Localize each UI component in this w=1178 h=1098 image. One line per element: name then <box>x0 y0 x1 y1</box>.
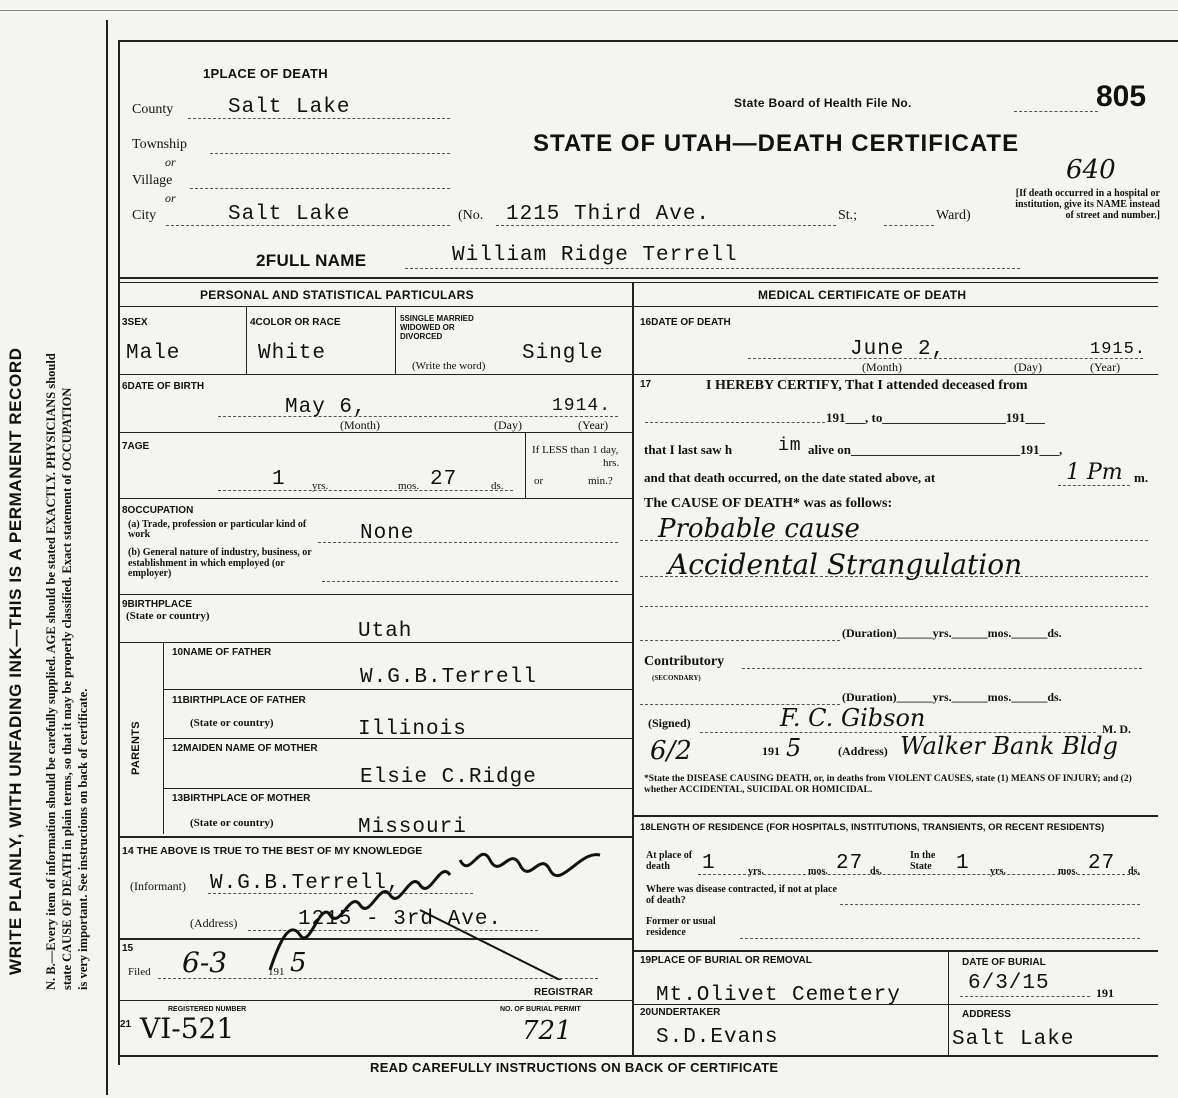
physician-signature: F. C. Gibson <box>780 704 926 732</box>
place-of-death-label: 1PLACE OF DEATH <box>203 66 328 81</box>
min-label: min.? <box>588 475 613 487</box>
color-value: White <box>258 342 327 365</box>
physician-address-value: Walker Bank Bldg <box>900 732 1119 760</box>
full-name-value: William Ridge Terrell <box>452 244 738 267</box>
registrar-signature <box>260 840 620 980</box>
signed-label: (Signed) <box>648 716 691 730</box>
burial-permit-label: NO. OF BURIAL PERMIT <box>500 1006 581 1013</box>
less-than-day: If LESS than 1 day, <box>532 444 619 456</box>
dob-day-caption: (Day) <box>494 418 522 432</box>
filed-year-hand: 5 <box>290 948 307 978</box>
place-days-value: 27 <box>836 852 864 875</box>
personal-section-title: PERSONAL AND STATISTICAL PARTICULARS <box>200 288 474 302</box>
mother-birthplace-sub: (State or country) <box>190 817 274 829</box>
duration-line-1: (Duration)______yrs.______mos.______ds. <box>842 626 1062 640</box>
age-ds-label: ds. <box>491 480 504 492</box>
dob-label: 6DATE OF BIRTH <box>122 381 205 392</box>
place-ds-label: ds. <box>870 866 882 877</box>
institution-note: [If death occurred in a hospital or institution, give its NAME instead of street and number.] <box>1015 188 1160 221</box>
informant-address-value: 1215 - 3rd Ave. <box>298 908 503 931</box>
contracted-label: Where was disease contracted, if not at place of death? <box>646 884 837 906</box>
parents-label: PARENTS <box>130 721 142 775</box>
place-years-value: 1 <box>702 852 716 875</box>
filed-year-label: 191 <box>268 966 285 978</box>
dob-year: 1914. <box>552 396 612 416</box>
physician-address-label: (Address) <box>838 744 888 758</box>
filed-value: 6-3 <box>182 946 228 979</box>
registered-number-label: REGISTERED NUMBER <box>168 1006 247 1013</box>
top-frame-line <box>118 40 1178 42</box>
city-value: Salt Lake <box>228 203 351 226</box>
cause-of-death-label: The CAUSE OF DEATH* was as follows: <box>644 496 893 511</box>
certify-statement: I HEREBY CERTIFY, That I attended deceased from <box>706 378 1028 393</box>
county-value: Salt Lake <box>228 96 351 119</box>
hrs-label: hrs. <box>603 457 620 469</box>
permanent-record-notice: WRITE PLAINLY, WITH UNFADING INK—THIS IS A PERMANENT RECORD <box>6 347 25 975</box>
footer-instructions: READ CAREFULLY INSTRUCTIONS ON BACK OF CERTIFICATE <box>370 1060 779 1075</box>
burial-permit-value: 721 <box>522 1016 572 1046</box>
full-name-label: 2FULL NAME <box>256 251 367 270</box>
date-of-death-year: 1915. <box>1090 340 1147 359</box>
marital-note: (Write the word) <box>412 360 486 372</box>
date-of-death-label: 16DATE OF DEATH <box>640 317 731 328</box>
or-label-1: or <box>165 155 176 169</box>
duration-line-2: (Duration)______yrs.______mos.______ds. <box>842 690 1062 704</box>
place-yrs-label: yrs. <box>748 866 764 877</box>
informant-label: (Informant) <box>130 879 186 893</box>
age-mos-label: mos. <box>398 480 420 492</box>
cause-line-2: Accidental Strangulation <box>668 548 1023 581</box>
dob-year-caption: (Year) <box>578 418 609 432</box>
birthplace-sub: (State or country) <box>126 610 210 622</box>
in-state-label: In the State <box>910 850 936 872</box>
medical-section-title: MEDICAL CERTIFICATE OF DEATH <box>758 288 967 302</box>
undertaker-value: S.D.Evans <box>656 1026 779 1049</box>
village-label: Village <box>132 173 173 188</box>
mother-value: Elsie C.Ridge <box>360 766 537 789</box>
county-label: County <box>132 102 174 117</box>
ward-label: Ward) <box>936 208 971 223</box>
age-yrs-label: yrs. <box>312 480 329 492</box>
occupation-b-label: (b) General nature of industry, business, or establishment in which employed (or employer) <box>128 547 312 579</box>
city-label: City <box>132 208 157 223</box>
undertaker-label: 20UNDERTAKER <box>640 1007 721 1018</box>
date-of-burial-value: 6/3/15 <box>968 972 1050 995</box>
state-years-value: 1 <box>956 852 970 875</box>
street-label: St.; <box>838 208 858 223</box>
burial-place-label: 19PLACE OF BURIAL OR REMOVAL <box>640 955 812 966</box>
death-time-hand: 1 Pm <box>1066 460 1123 485</box>
attended-dates: 191___, to___________________191___ <box>826 410 1045 425</box>
sex-label: 3SEX <box>122 317 148 328</box>
last-saw-label: that I last saw h <box>644 442 733 457</box>
father-birthplace-value: Illinois <box>358 718 467 741</box>
left-frame-line <box>106 20 108 1095</box>
death-occurred-label: and that death occurred, on the date stated above, at <box>644 470 936 485</box>
place-mos-label: mos. <box>808 866 828 877</box>
at-place-label: At place of death <box>646 850 693 872</box>
date-of-burial-label: DATE OF BURIAL <box>962 957 1046 968</box>
filed-label: Filed <box>128 966 151 978</box>
age-days-value: 27 <box>430 468 458 491</box>
father-value: W.G.B.Terrell <box>360 666 537 689</box>
sign-year-label: 191 <box>762 744 780 758</box>
nb-line-2: state CAUSE OF DEATH in plain terms, so that it may be properly classified. Exact statement of OCCUPATION <box>60 387 74 990</box>
former-residence-label: Former or usual residence <box>646 916 716 938</box>
certificate-title: STATE OF UTAH—DEATH CERTIFICATE <box>533 130 1020 157</box>
secondary-label: (SECONDARY) <box>652 674 701 682</box>
death-time-m: m. <box>1134 470 1149 485</box>
sign-year-hand: 5 <box>786 734 802 762</box>
true-statement-label: 14 THE ABOVE IS TRUE TO THE BEST OF MY KNOWLEDGE <box>122 845 423 857</box>
mother-label: 12MAIDEN NAME OF MOTHER <box>172 743 318 754</box>
dob-month-caption: (Month) <box>340 418 380 432</box>
file-no-label: State Board of Health File No. <box>734 96 912 110</box>
sex-value: Male <box>126 342 181 365</box>
marital-label: 5SINGLE MARRIED WIDOWED OR DIVORCED <box>400 314 474 341</box>
date-of-death-value: June 2, <box>850 338 946 361</box>
file-no-value: 805 <box>1096 80 1147 113</box>
column-divider <box>632 282 634 1057</box>
cause-footnote: *State the DISEASE CAUSING DEATH, or, in deaths from VIOLENT CAUSES, state (1) MEANS OF INJURY; and (2) whether ACCIDENTAL, SUICIDAL OR HOMICIDAL. <box>644 774 1132 795</box>
state-mos-label: mos. <box>1058 866 1078 877</box>
certify-number: 17 <box>640 379 652 390</box>
nb-line-3: is very important. See instructions on back of certificate. <box>76 688 90 990</box>
or-label-2: or <box>165 191 176 205</box>
death-year-caption: (Year) <box>1090 360 1121 374</box>
death-day-caption: (Day) <box>1014 360 1042 374</box>
informant-value: W.G.B.Terrell, <box>210 872 401 895</box>
registered-number-value: VI-521 <box>140 1012 235 1045</box>
occupation-value: None <box>360 522 415 545</box>
dob-value: May 6, <box>285 396 367 419</box>
registrar-label: REGISTRAR <box>534 987 593 998</box>
undertaker-address-value: Salt Lake <box>952 1028 1075 1051</box>
contributory-label: Contributory <box>644 654 725 669</box>
color-label: 4COLOR OR RACE <box>250 317 341 328</box>
marital-value: Single <box>522 342 604 365</box>
occupation-a-label: (a) Trade, profession or particular kind of work <box>128 519 307 540</box>
inner-frame-line <box>118 40 120 1065</box>
burial-place-value: Mt.Olivet Cemetery <box>656 984 901 1007</box>
alive-on-label: alive on__________________________191___, <box>808 442 1063 457</box>
or-min-label: or <box>534 475 544 487</box>
state-ds-label: ds. <box>1128 866 1140 877</box>
row-21-label: 21 <box>120 1019 132 1030</box>
informant-address-label: (Address) <box>190 916 238 930</box>
state-yrs-label: yrs. <box>990 866 1006 877</box>
mother-birthplace-label: 13BIRTHPLACE OF MOTHER <box>172 793 311 804</box>
cause-line-1: Probable cause <box>658 514 860 544</box>
mother-birthplace-value: Missouri <box>358 816 467 839</box>
filed-number: 15 <box>122 943 134 954</box>
handwritten-number: 640 <box>1066 155 1116 185</box>
age-years-value: 1 <box>272 468 286 491</box>
residence-label: 18LENGTH OF RESIDENCE (FOR HOSPITALS, INSTITUTIONS, TRANSIENTS, OR RECENT RESIDENTS) <box>640 822 1105 833</box>
death-month-caption: (Month) <box>862 360 902 374</box>
father-birthplace-label: 11BIRTHPLACE OF FATHER <box>172 695 306 706</box>
undertaker-address-label: ADDRESS <box>962 1009 1011 1020</box>
state-days-value: 27 <box>1088 852 1116 875</box>
street-no-value: 1215 Third Ave. <box>506 203 711 226</box>
last-saw-hand: im <box>778 436 802 456</box>
birthplace-label: 9BIRTHPLACE <box>122 599 193 610</box>
father-birthplace-sub: (State or country) <box>190 717 274 729</box>
age-label: 7AGE <box>122 441 150 452</box>
birthplace-value: Utah <box>358 620 413 643</box>
nb-line-1: N. B.—Every item of information should be carefully supplied. AGE should be stated EXACTLY. PHYSICIANS should <box>44 353 58 990</box>
md-label: M. D. <box>1102 722 1131 736</box>
sign-date: 6/2 <box>650 736 692 766</box>
street-no-label: (No. <box>458 208 484 223</box>
father-label: 10NAME OF FATHER <box>172 647 272 658</box>
occupation-label: 8OCCUPATION <box>122 505 194 516</box>
top-edge-line <box>0 10 1178 11</box>
township-label: Township <box>132 137 188 152</box>
burial-year-label: 191 <box>1096 986 1114 1000</box>
